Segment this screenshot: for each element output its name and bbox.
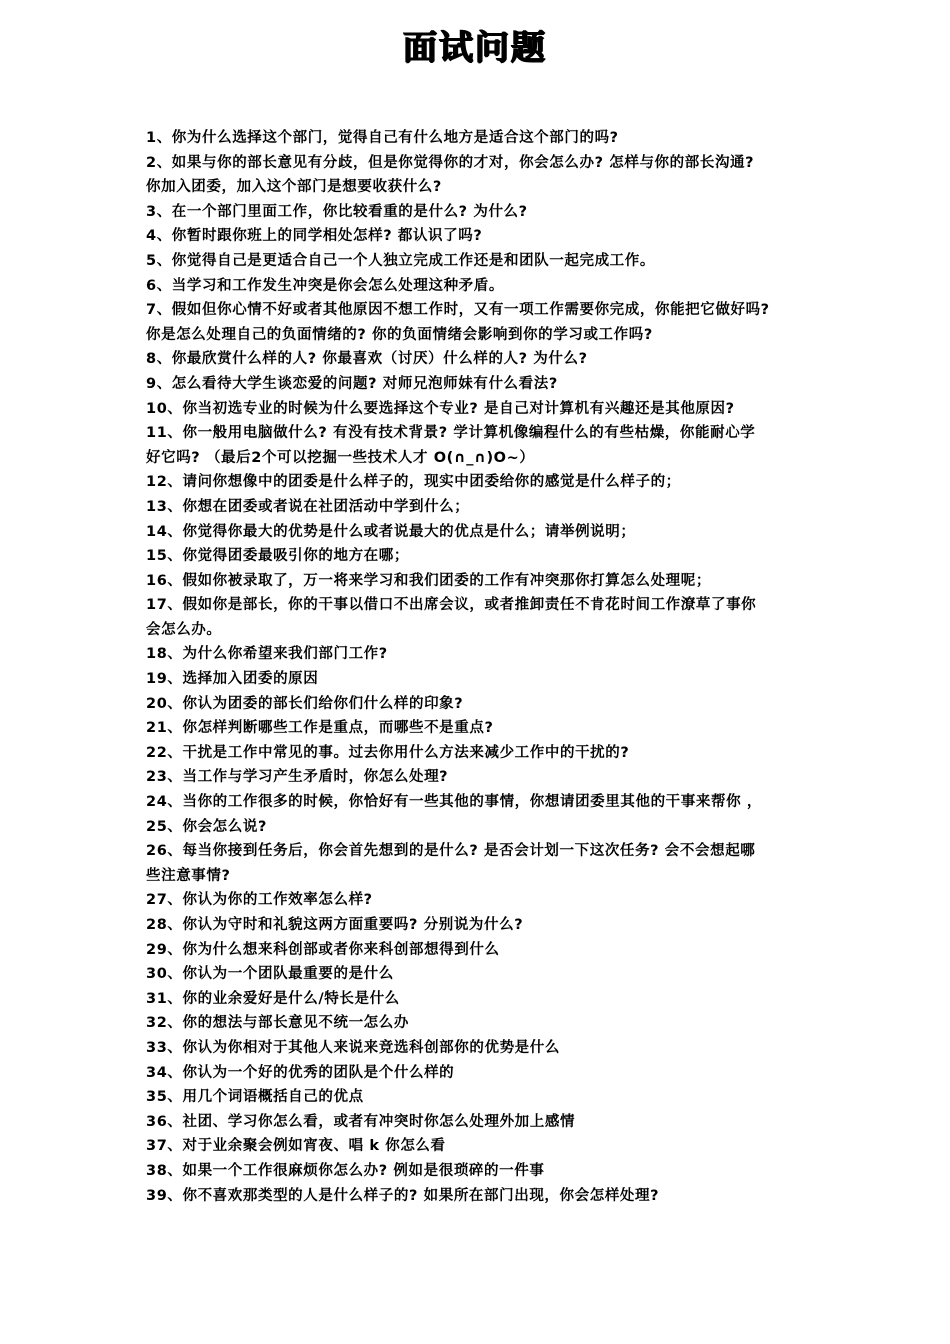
question-line: 19、选择加入团委的原因 [146, 671, 319, 688]
question-line: 会怎么办。 [146, 621, 222, 638]
question-list [146, 126, 836, 1208]
question-line: 27、你认为你的工作效率怎么样? [146, 892, 373, 909]
question-line: 30、你认为一个团队最重要的是什么 [146, 966, 394, 983]
question-line: 25、你会怎么说? [146, 818, 267, 835]
question-line: 33、你认为你相对于其他人来说来竞选科创部你的优势是什么 [146, 1039, 560, 1056]
question-line: 5、你觉得自己是更适合自己一个人独立完成工作还是和团队一起完成工作。 [146, 252, 655, 269]
question-line: 37、对于业余聚会例如宵夜、唱 k 你怎么看 [146, 1138, 446, 1155]
question-line: 28、你认为守时和礼貌这两方面重要吗? 分别说为什么? [146, 917, 524, 933]
question-line: 13、你想在团委或者说在社团活动中学到什么； [146, 498, 470, 515]
question-line: 些注意事情? [146, 867, 231, 884]
question-line: 11、你一般用电脑做什么? 有没有技术背景? 学计算机像编程什么的有些枯燥，你能耐心学 [146, 425, 756, 442]
question-line: 4、你暂时跟你班上的同学相处怎样? 都认识了吗? [146, 228, 483, 245]
question-line: 好它吗? （最后2个可以挖掘一些技术人才 O(∩_∩)O~） [146, 449, 535, 466]
question-line: 21、你怎样判断哪些工作是重点，而哪些不是重点? [146, 720, 494, 737]
question-line: 31、你的业余爱好是什么/特长是什么 [146, 990, 400, 1007]
question-line: 39、你不喜欢那类型的人是什么样子的? 如果所在部门出现，你会怎样处理? [146, 1187, 660, 1204]
question-line: 26、每当你接到任务后，你会首先想到的是什么? 是否会计划一下这次任务? 会不会想起哪 [146, 843, 756, 860]
question-line: 12、请问你想像中的团委是什么样子的，现实中团委给你的感觉是什么样子的； [146, 474, 681, 491]
question-line: 32、你的想法与部长意见不统一怎么办 [146, 1015, 409, 1032]
question-line: 16、假如你被录取了，万一将来学习和我们团委的工作有冲突那你打算怎么处理呢； [146, 572, 711, 589]
question-line: 35、用几个词语概括自己的优点 [146, 1089, 364, 1106]
question-line: 18、为什么你希望来我们部门工作? [146, 646, 388, 663]
question-line: 9、怎么看待大学生谈恋爱的问题? 对师兄泡师妹有什么看法? [146, 375, 558, 392]
question-line: 29、你为什么想来科创部或者你来科创部想得到什么 [146, 941, 500, 958]
question-line: 34、你认为一个好的优秀的团队是个什么样的 [146, 1064, 455, 1081]
question-line: 8、你最欣赏什么样的人? 你最喜欢（讨厌）什么样的人? 为什么? [146, 351, 588, 368]
question-line: 36、社团、学习你怎么看，或者有冲突时你怎么处理外加上感情 [146, 1113, 576, 1130]
question-line: 20、你认为团委的部长们给你们什么样的印象? [146, 695, 464, 712]
question-line: 7、假如但你心情不好或者其他原因不想工作时，又有一项工作需要你完成，你能把它做好吗? [146, 302, 770, 319]
question-line: 14、你觉得你最大的优势是什么或者说最大的优点是什么；请举例说明； [146, 523, 636, 540]
question-line: 2、如果与你的部长意见有分歧，但是你觉得你的才对，你会怎么办? 怎样与你的部长沟通? [146, 154, 755, 171]
question-line: 3、在一个部门里面工作，你比较看重的是什么? 为什么? [146, 203, 528, 220]
question-line: 23、当工作与学习产生矛盾时，你怎么处理? [146, 769, 449, 786]
question-line: 17、假如你是部长，你的干事以借口不出席会议，或者推卸责任不肯花时间工作潦草了事你 [146, 597, 757, 614]
question-line: 15、你觉得团委最吸引你的地方在哪； [146, 548, 409, 565]
question-line: 10、你当初选专业的时候为什么要选择这个专业? 是自己对计算机有兴趣还是其他原因? [146, 400, 735, 417]
question-line: 1、你为什么选择这个部门，觉得自己有什么地方是适合这个部门的吗? [146, 130, 619, 146]
question-line: 38、如果一个工作很麻烦你怎么办? 例如是很琐碎的一件事 [146, 1162, 545, 1179]
question-line: 你加入团委，加入这个部门是想要收获什么? [146, 179, 442, 196]
question-line: 6、当学习和工作发生冲突是你会怎么处理这种矛盾。 [146, 277, 504, 294]
question-line: 22、干扰是工作中常见的事。过去你用什么方法来减少工作中的干扰的? [146, 744, 630, 761]
page-title: 面试问题 [403, 28, 547, 68]
question-line: 24、当你的工作很多的时候，你恰好有一些其他的事情，你想请团委里其他的干事来帮你 ， [146, 794, 762, 811]
question-line: 你是怎么处理自己的负面情绪的? 你的负面情绪会影响到你的学习或工作吗? [146, 326, 653, 343]
